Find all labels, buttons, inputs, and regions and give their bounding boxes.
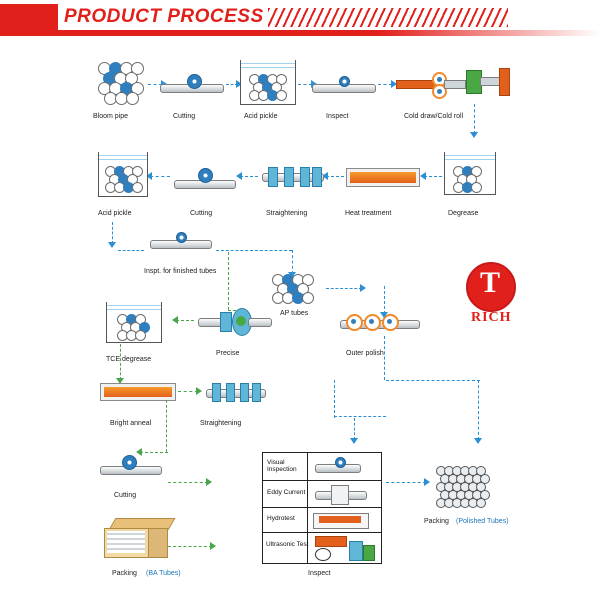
polish-roller-2 — [364, 314, 381, 331]
precise-tube-right — [248, 318, 272, 327]
arrow-15-v — [384, 336, 385, 380]
inspect-divider-2 — [263, 507, 381, 508]
arrow-14-head — [380, 312, 388, 318]
arrow-12-v — [292, 250, 293, 274]
label-tce-degrease: TCE degrease — [106, 356, 152, 363]
inspect-ut-ring — [315, 548, 331, 561]
arrow-18-head — [424, 478, 430, 486]
ap-tubes-stack — [272, 274, 316, 308]
arrow-green-4-head — [196, 387, 202, 395]
label-straightening-2: Straightening — [200, 420, 242, 427]
inspection-probe-finished — [176, 232, 187, 243]
inspect-ut-unit-1 — [349, 541, 363, 561]
inspect-divider-1 — [263, 480, 381, 481]
arrow-green-6 — [168, 482, 208, 483]
inspect-label-ultrasonic: Ultrasonic Test — [266, 541, 309, 548]
arrow-green-5 — [166, 400, 167, 452]
label-packing-ba-sub: (BA Tubes) — [146, 570, 181, 577]
acid-pickle-tank-2 — [98, 152, 148, 197]
arrow-10-head — [108, 242, 116, 248]
straightening-2-roller-3 — [240, 383, 249, 402]
straightening-2-roller-1 — [212, 383, 221, 402]
label-degrease: Degrease — [448, 210, 479, 217]
label-precise: Precise — [216, 350, 240, 357]
arrow-green-5-head — [136, 448, 142, 456]
heat-treatment-furnace — [346, 168, 420, 187]
straightening-roller-4 — [312, 167, 322, 187]
bright-anneal-furnace — [100, 383, 176, 401]
label-packing-polished: Packing — [424, 518, 449, 525]
arrow-15-h — [334, 416, 386, 417]
page-title: PRODUCT PROCESS — [64, 6, 264, 27]
ba-box-tubes — [107, 531, 145, 553]
label-cutting-2: Cutting — [190, 210, 213, 217]
arrow-13-head — [360, 284, 366, 292]
straightening-2-roller-2 — [226, 383, 235, 402]
furnace-core — [350, 172, 416, 183]
arrow-green-1 — [228, 252, 229, 310]
tank-water-4 — [107, 305, 161, 313]
label-cold-draw: Cold draw/Cold roll — [404, 113, 464, 120]
degrease-tank — [444, 152, 496, 195]
precise-core — [236, 316, 246, 326]
header-red-block — [0, 4, 58, 30]
inspect-hydro-tube — [319, 516, 361, 523]
inspect-visual-probe — [335, 457, 346, 468]
arrow-5-head — [470, 132, 478, 138]
inspect-ut-bar — [315, 536, 347, 547]
arrow-green-5b — [140, 452, 168, 453]
arrow-17-h — [386, 380, 480, 381]
tank-water-2 — [445, 155, 495, 163]
cutting-disc-3 — [122, 455, 137, 470]
arrow-green-7-head — [210, 542, 216, 550]
arrow-3 — [298, 84, 312, 85]
arrow-17-head — [474, 438, 482, 444]
arrow-6 — [424, 176, 442, 177]
inspect-panel — [262, 452, 382, 564]
acid-pickle-tank-1 — [240, 60, 296, 105]
label-bright-anneal: Bright anneal — [110, 420, 152, 427]
cold-roll-orange-block — [499, 68, 510, 96]
arrow-green-2 — [176, 320, 194, 321]
arrow-7 — [326, 176, 344, 177]
logo-monogram: T — [480, 266, 501, 299]
inspect-label-visual — [267, 459, 307, 474]
straightening-roller-2 — [284, 167, 294, 187]
arrow-9 — [150, 176, 170, 177]
arrow-8 — [240, 176, 258, 177]
arrow-green-3 — [120, 344, 121, 380]
tank-tubes-3 — [105, 166, 141, 192]
arrow-14-v — [384, 286, 385, 314]
packing-ba-box — [104, 518, 170, 558]
bright-anneal-core — [104, 387, 172, 397]
label-packing-ba: Packing — [112, 570, 137, 577]
straightening-roller-1 — [268, 167, 278, 187]
page-header — [0, 0, 600, 40]
label-acid-pickle-2: Acid pickle — [98, 210, 132, 217]
inspect-label-hydro: Hydrotest — [267, 515, 295, 522]
arrow-green-7 — [168, 546, 212, 547]
label-cutting-3: Cutting — [114, 492, 137, 499]
label-inspect-panel: Inspect — [308, 570, 331, 577]
logo-brand-text: RICH — [471, 310, 512, 325]
label-inspect-1: Inspect — [326, 113, 349, 120]
cutting-disc — [187, 74, 202, 89]
label-heat-treatment: Heat treatment — [345, 210, 392, 217]
arrow-6-head — [420, 172, 426, 180]
label-cutting-1: Cutting — [173, 113, 196, 120]
arrow-12 — [216, 250, 292, 251]
label-inspt-finished: Inspt. for finished tubes — [144, 268, 217, 275]
arrow-8-head — [236, 172, 242, 180]
label-packing-polished-sub: (Polished Tubes) — [456, 518, 509, 525]
polish-roller-1 — [346, 314, 363, 331]
cutting-disc-2 — [198, 168, 213, 183]
straightening-roller-3 — [300, 167, 310, 187]
header-bar-fade — [380, 30, 600, 36]
tce-degrease-tank — [106, 302, 162, 343]
inspect-probe-1 — [339, 76, 350, 87]
bloom-pipe-stack — [98, 62, 144, 104]
inspect-label-eddy: Eddy Current — [267, 489, 306, 496]
arrow-11 — [118, 250, 144, 251]
arrow-4 — [378, 84, 392, 85]
arrow-13 — [326, 288, 362, 289]
tank-water-1 — [241, 63, 295, 71]
arrow-10-v — [112, 222, 113, 244]
arrow-18 — [386, 482, 426, 483]
header-stripes — [268, 8, 508, 27]
inspect-label-visual-text: Visual Inspection — [267, 459, 297, 474]
label-bloom-pipe: Bloom pipe — [93, 113, 129, 120]
arrow-green-2-head — [172, 316, 178, 324]
arrow-17-v — [478, 380, 479, 440]
tank-tubes-4 — [117, 314, 153, 338]
cold-draw-exit-tube — [444, 80, 466, 89]
ba-box-side — [148, 528, 168, 558]
arrow-green-6-head — [206, 478, 212, 486]
arrow-5-v — [474, 104, 475, 134]
arrow-16-head — [350, 438, 358, 444]
tank-water-3 — [99, 155, 147, 163]
label-acid-pickle-1: Acid pickle — [244, 113, 278, 120]
label-outer-polish: Outer polish — [346, 350, 384, 357]
label-ap-tubes: AP tubes — [280, 310, 309, 317]
inspect-ut-unit-2 — [363, 545, 375, 561]
inspect-eddy-coil — [331, 485, 349, 505]
arrow-green-4 — [178, 391, 198, 392]
label-straightening-1: Straightening — [266, 210, 308, 217]
tank-tubes-2 — [453, 166, 487, 190]
inspect-divider-3 — [263, 532, 381, 533]
precise-die-1 — [220, 312, 232, 332]
tank-tubes-1 — [249, 74, 287, 100]
arrow-15-v2 — [334, 380, 335, 418]
straightening-2-roller-4 — [252, 383, 261, 402]
packing-polished-bundle — [436, 466, 502, 510]
arrow-16-v — [354, 418, 355, 440]
